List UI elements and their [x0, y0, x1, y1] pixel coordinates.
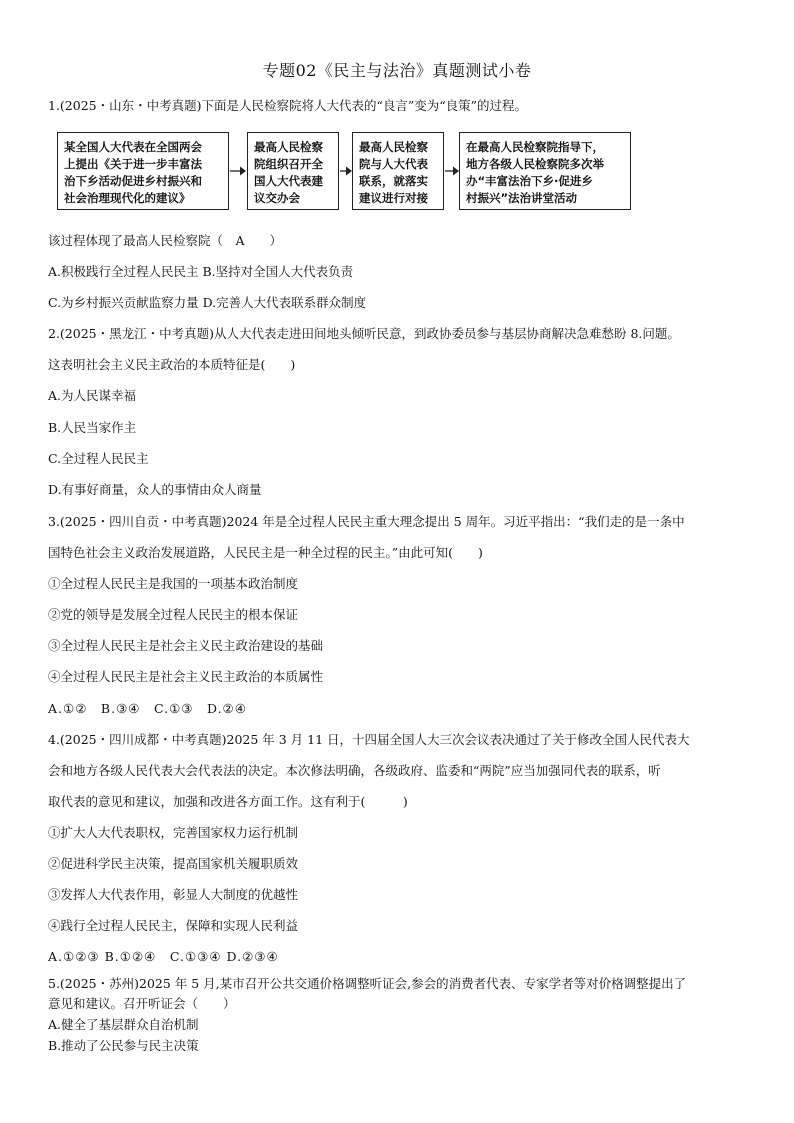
flow-step-4	[459, 132, 631, 210]
q4-item-1: ①扩大人大代表职权，完善国家权力运行机制	[48, 825, 299, 840]
q5-stem: 意见和建议。召开听证会（ ）	[48, 996, 236, 1011]
flow-step-4-line: 办“丰富法治下乡·促进乡	[466, 174, 593, 188]
q4-options: A.①②③ B.①②④ C.①③④ D.②③④	[48, 949, 279, 964]
q2-option-b: B.人民当家作主	[48, 420, 137, 435]
q3-item-2: ②党的领导是发展全过程人民民主的根本保证	[48, 607, 299, 622]
q3-options: A.①② B.③④ C.①③ D.②④	[48, 701, 247, 716]
q3-stem: 国特色社会主义政治发展道路，人民民主是一种全过程的民主。”由此可知( )	[48, 545, 483, 560]
q4-item-3: ③发挥人大代表作用，彰显人大制度的优越性	[48, 887, 299, 902]
flow-step-1-line: 某全国人大代表在全国两会	[64, 140, 202, 154]
flow-step-3-line: 联系，就落实	[359, 174, 428, 188]
q1-option-row: C.为乡村振兴贡献监察力量 D.完善人大代表联系群众制度	[48, 295, 367, 310]
flow-step-3-line: 建议进行对接	[359, 191, 428, 205]
q3-item-4: ④全过程人民民主是社会主义民主政治的本质属性	[48, 669, 324, 684]
q5-option-b: B.推动了公民参与民主决策	[48, 1038, 199, 1053]
q2-stem: 这表明社会主义民主政治的本质特征是( )	[48, 357, 296, 372]
flow-step-2-line: 国人大代表建	[254, 174, 323, 188]
q1-stem: 1.(2025・山东・中考真题)下面是人民检察院将人大代表的“良言”变为“良策”的过程。	[48, 98, 528, 113]
flow-step-2-line: 院组织召开全	[254, 157, 323, 171]
flow-step-4-line: 村振兴”法治讲堂活动	[466, 191, 578, 205]
q3-item-3: ③全过程人民民主是社会主义民主政治建设的基础	[48, 638, 324, 653]
q2-stem: 2.(2025・黑龙江・中考真题)从人大代表走进田间地头倾听民意，到政协委员参与基层协商解决急难愁盼 8.问题。	[48, 326, 680, 341]
q4-stem: 会和地方各级人民代表大会代表法的决定。本次修法明确，各级政府、监委和“两院”应当加强同代表的联系，听	[48, 763, 661, 778]
flow-step-3-line: 院与人大代表	[359, 157, 428, 171]
q1-option-row: A.积极践行全过程人民民主 B.坚持对全国人大代表负责	[48, 264, 354, 279]
q4-item-2: ②促进科学民主决策，提高国家机关履职质效	[48, 856, 299, 871]
flow-step-2	[247, 132, 339, 210]
flow-step-4-line: 地方各级人民检察院多次举	[466, 157, 604, 171]
q2-option-c: C.全过程人民民主	[48, 451, 149, 466]
page-title: 专题02《民主与法治》真题测试小卷	[262, 61, 532, 80]
flow-step-1-line: 社会治理现代化的建议》	[64, 191, 191, 205]
q4-stem: 取代表的意见和建议，加强和改进各方面工作。这有利于( )	[48, 794, 408, 809]
q1-question: 该过程体现了最高人民检察院（ A ）	[48, 233, 283, 248]
q4-stem: 4.(2025・四川成都・中考真题)2025 年 3 月 11 日，十四届全国人大三次会议表决通过了关于修改全国人民代表大	[48, 732, 690, 747]
q5-stem: 5.(2025・苏州)2025 年 5 月,某市召开公共交通价格调整听证会,参会的消费者代表、专家学者等对价格调整提出了	[48, 976, 687, 991]
q4-item-4: ④践行全过程人民民主，保障和实现人民利益	[48, 918, 299, 933]
q3-stem: 3.(2025・四川自贡・中考真题)2024 年是全过程人民民主重大理念提出 5 周年。习近平指出：“我们走的是一条中	[48, 514, 685, 529]
flow-step-3-line: 最高人民检察	[359, 140, 428, 154]
arrow-right-icon	[339, 163, 353, 179]
flow-step-2-line: 议交办会	[254, 191, 300, 205]
flow-step-3	[352, 132, 444, 210]
q2-option-a: A.为人民谋幸福	[48, 388, 137, 403]
flow-step-1	[57, 132, 229, 210]
flow-step-1-line: 治下乡活动促进乡村振兴和	[64, 174, 202, 188]
flow-step-2-line: 最高人民检察	[254, 140, 323, 154]
flow-step-1-line: 上提出《关于进一步丰富法	[64, 157, 202, 171]
q2-option-d: D.有事好商量，众人的事情由众人商量	[48, 482, 262, 497]
arrow-right-icon	[444, 163, 460, 179]
q5-option-a: A.健全了基层群众自治机制	[48, 1017, 199, 1032]
flow-step-4-line: 在最高人民检察院指导下，	[466, 140, 604, 154]
arrow-right-icon	[229, 163, 247, 179]
q3-item-1: ①全过程人民民主是我国的一项基本政治制度	[48, 576, 299, 591]
